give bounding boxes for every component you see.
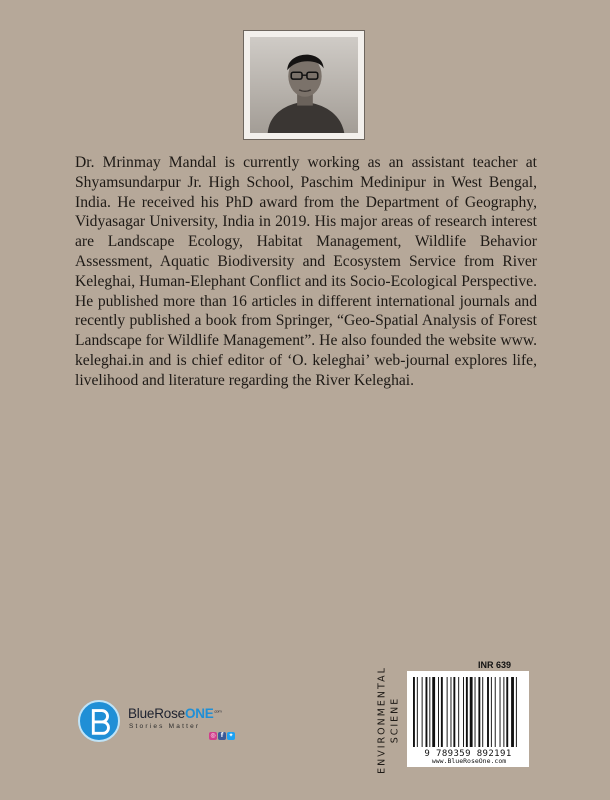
publisher-name-accent: ONE bbox=[184, 706, 214, 721]
category-line-1: ENVIRONMENTAL bbox=[376, 666, 388, 774]
barcode-bars bbox=[412, 677, 524, 747]
publisher-website: www.BlueRoseOne.com bbox=[431, 757, 507, 765]
publisher-tagline: Stories Matter bbox=[129, 723, 201, 730]
author-photo bbox=[243, 30, 365, 140]
publisher-name-main: BlueRose bbox=[128, 706, 185, 721]
category-line-2: SCIENE bbox=[389, 696, 401, 744]
price-label: INR 639 bbox=[478, 660, 512, 670]
twitter-icon: ✦ bbox=[228, 732, 234, 739]
publisher-logo bbox=[78, 698, 258, 744]
isbn-number: 9 789359 892191 bbox=[424, 749, 512, 759]
barcode bbox=[407, 671, 529, 767]
publisher-logo-icon bbox=[78, 700, 120, 742]
author-portrait bbox=[250, 37, 358, 133]
facebook-icon: f bbox=[218, 732, 226, 740]
social-icons bbox=[209, 732, 235, 740]
instagram-icon: ◎ bbox=[210, 732, 216, 739]
author-bio: Dr. Mrinmay Mandal is currently working as an assistant teacher at Shyamsundarpur Jr. High School, Paschim Medinipur in West Bengal, India. He received his PhD award from the Department of Geography, Vidyasagar University, India in 2019. His major areas of research interest are Landscape Ecology, Habitat Management, Wildlife Behavior Assessment, Aquatic Biodiversity and Ecosystem Service from River Keleghai, Human-Elephant Conflict and its Socio-Ecological Perspective. He published more than 16 articles in different international journals and recently published a book from Springer, “Geo-Spatial Analysis of Forest Landscape for Wildlife Management”. He also founded the website www. keleghai.in and is chief editor of ‘O. keleghai’ web-journal explores life, livelihood and literature regarding the River Keleghai. bbox=[75, 154, 537, 389]
category-label bbox=[364, 660, 408, 780]
publisher-name bbox=[128, 706, 221, 721]
publisher-name-suffix: .com bbox=[213, 708, 222, 714]
